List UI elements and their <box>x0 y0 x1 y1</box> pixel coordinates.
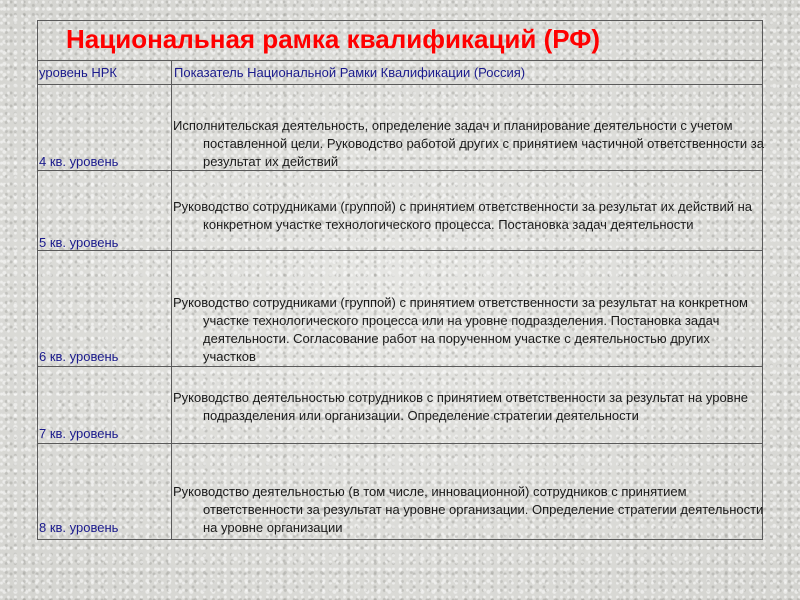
row-divider-7-8 <box>37 443 763 444</box>
table-frame <box>37 20 763 540</box>
header-top-border <box>37 60 763 61</box>
row-8-description: Руководство деятельностью (в том числе, инновационной) сотрудников с принятием ответственности за результат на уровне организации. Определение стратегии деятельности на уровне организации <box>173 484 764 535</box>
row-7-level: 7 кв. уровень <box>39 426 119 441</box>
row-8-level: 8 кв. уровень <box>39 520 119 535</box>
header-level: уровень НРК <box>39 65 117 80</box>
row-5-description: Руководство сотрудниками (группой) с принятием ответственности за результат их действий на конкретном участке технологического процесса. Постановка задач деятельности <box>173 199 752 232</box>
row-divider-6-7 <box>37 366 763 367</box>
column-divider <box>171 60 172 540</box>
slide-title: Национальная рамка квалификаций (РФ) <box>66 24 601 54</box>
header-bottom-border <box>37 84 763 85</box>
row-5-level: 5 кв. уровень <box>39 235 119 250</box>
row-4-level: 4 кв. уровень <box>39 154 119 169</box>
row-6-description: Руководство сотрудниками (группой) с принятием ответственности за результат на конкретном участке технологического процесса или на уровне подразделения. Постановка задач деятельности. Согласование работ на порученном участке с деятельностью других участков <box>173 295 748 364</box>
row-7-description: Руководство деятельностью сотрудников с принятием ответственности за результат на уровне подразделения или организации. Определение стратегии деятельности <box>173 390 749 423</box>
row-divider-5-6 <box>37 250 763 251</box>
row-4-description: Исполнительская деятельность, определение задач и планирование деятельности с учетом поставленной цели. Руководство работой других с принятием частичной ответственности за результат их действий <box>173 118 764 169</box>
row-6-level: 6 кв. уровень <box>39 349 119 364</box>
header-indicator: Показатель Национальной Рамки Квалификации (Россия) <box>174 65 526 80</box>
